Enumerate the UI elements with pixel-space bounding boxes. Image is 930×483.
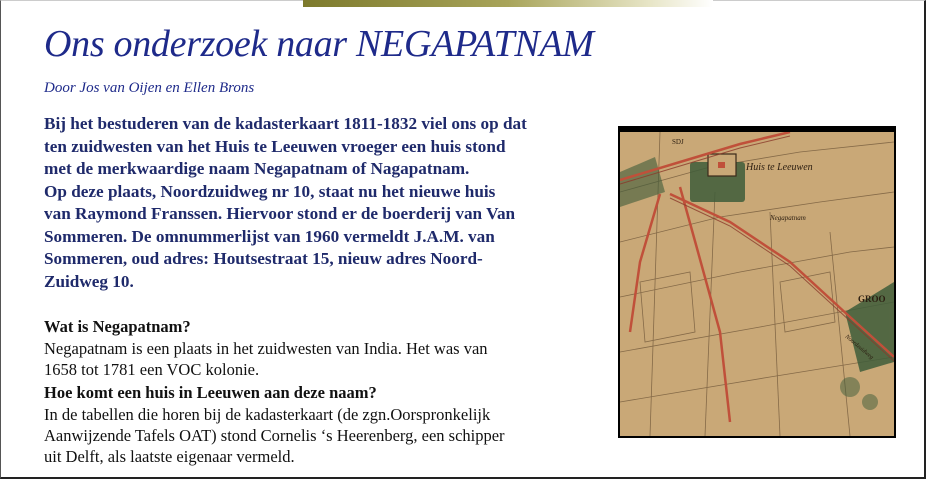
section-line: 1658 tot 1781 een VOC kolonie.: [44, 360, 260, 379]
map-label-negapatnam: Negapatnam: [770, 214, 806, 222]
intro-line: ten zuidwesten van het Huis te Leeuwen vroeger een huis stond: [44, 136, 506, 156]
intro-line: Op deze plaats, Noordzuidweg nr 10, staat nu het nieuwe huis: [44, 181, 496, 201]
intro-line: met de merkwaardige naam Negapatnam of Nagapatnam.: [44, 159, 470, 178]
map-label-road: Noordzuidweg: [843, 333, 875, 361]
byline: Door Jos van Oijen en Ellen Brons: [44, 80, 255, 96]
section-heading: Hoe komt een huis in Leeuwen aan deze naam?: [44, 383, 377, 402]
section-body: [44, 338, 604, 380]
section-body: [44, 404, 604, 467]
section-house-name: [44, 382, 604, 467]
map-drawing: [620, 132, 894, 436]
section-line: Aanwijzende Tafels OAT) stond Cornelis ‘s Heerenberg, een schipper: [44, 426, 505, 445]
section-heading: Wat is Negapatnam?: [44, 317, 191, 336]
section-what-is-negapatnam: [44, 316, 604, 380]
intro-line: Sommeren. De omnummerlijst van 1960 vermeldt J.A.M. van: [44, 226, 495, 246]
map-label-huis: Huis te Leeuwen: [746, 162, 813, 173]
header-accent-bar: [303, 0, 713, 7]
intro-line: van Raymond Franssen. Hiervoor stond er de boerderij van Van: [44, 204, 516, 223]
intro-paragraph: [44, 113, 604, 293]
intro-line: Bij het bestuderen van de kadasterkaart 1811-1832 viel ons op dat: [44, 114, 527, 133]
map-label-sdj: SDJ: [672, 138, 684, 146]
map-label-groo: GROO: [858, 294, 886, 304]
cadastral-map-image: [618, 126, 896, 438]
intro-line: Sommeren, oud adres: Houtsestraat 15, nieuw adres Noord-: [44, 249, 483, 268]
section-line: Negapatnam is een plaats in het zuidwesten van India. Het was van: [44, 339, 488, 358]
section-line: In de tabellen die horen bij de kadasterkaart (de zgn.Oorspronkelijk: [44, 405, 491, 424]
page-title: Ons onderzoek naar NEGAPATNAM: [44, 23, 594, 65]
section-line: uit Delft, als laatste eigenaar vermeld.: [44, 447, 295, 466]
intro-line: Zuidweg 10.: [44, 271, 134, 291]
